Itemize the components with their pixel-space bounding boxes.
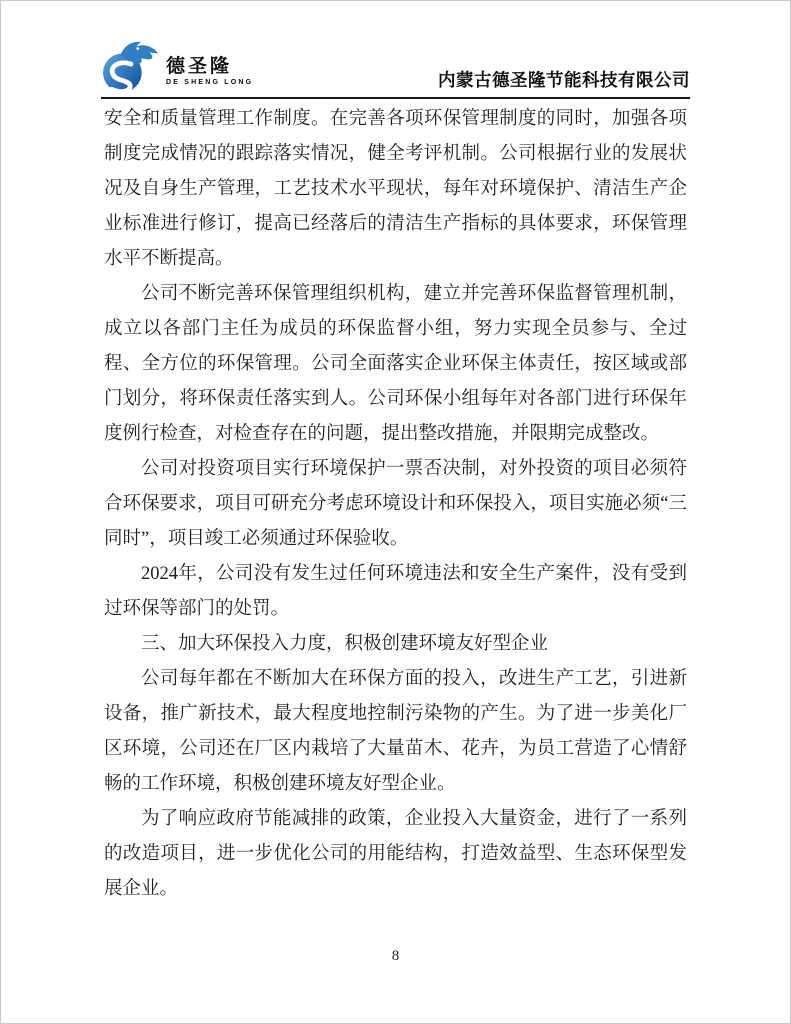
paragraph: 公司每年都在不断加大在环保方面的投入，改进生产工艺，引进新设备，推广新技术，最大程度地控制污染物的产生。为了进一步美化厂区环境，公司还在厂区内栽培了大量苗木、花卉，为员工营造了心情舒畅的工作环境，积极创建环境友好型企业。: [104, 669, 687, 794]
page-footer: [1, 947, 790, 965]
page-header: [101, 1, 690, 99]
paragraph: 安全和质量管理工作制度。在完善各项环保管理制度的同时，加强各项制度完成情况的跟踪落实情况，健全考评机制。公司根据行业的发展状况及自身生产管理，工艺技术水平现状，每年对环境保护、清洁生产企业标准进行修订，提高已经落后的清洁生产指标的具体要求，环保管理水平不断提高。: [104, 109, 687, 269]
document-body: [104, 102, 687, 907]
logo-text: [166, 56, 253, 87]
logo-name-en: DE SHENG LONG: [166, 78, 254, 86]
paragraph: 2024年，公司没有发生过任何环境违法和安全生产案件，没有受到过环保等部门的处罚。: [104, 564, 687, 619]
paragraph: 为了响应政府节能减排的政策，企业投入大量资金，进行了一系列的改造项目，进一步优化公司的用能结构，打造效益型、生态环保型发展企业。: [104, 809, 687, 899]
paragraph: 公司对投资项目实行环境保护一票否决制，对外投资的项目必须符合环保要求，项目可研充分考虑环境设计和环保投入，项目实施必须“三同时”，项目竣工必须通过环保验收。: [104, 459, 687, 549]
paragraph: 公司不断完善环保管理组织机构，建立并完善环保监督管理机制，成立以各部门主任为成员的环保监督小组，努力实现全员参与、全过程、全方位的环保管理。公司全面落实企业环保主体责任，按区域或部门划分，将环保责任落实到人。公司环保小组每年对各部门进行环保年度例行检查，对检查存在的问题，提出整改措施，并限期完成整改。: [104, 284, 687, 444]
section-heading: 三、加大环保投入力度，积极创建环境友好型企业: [141, 634, 549, 654]
dragon-s-logo-icon: [101, 38, 163, 94]
page-number: 8: [391, 948, 400, 964]
logo-name-cn: 德圣隆: [166, 55, 233, 77]
company-logo: [101, 38, 253, 94]
company-name: 内蒙古德圣隆节能科技有限公司: [438, 70, 690, 90]
